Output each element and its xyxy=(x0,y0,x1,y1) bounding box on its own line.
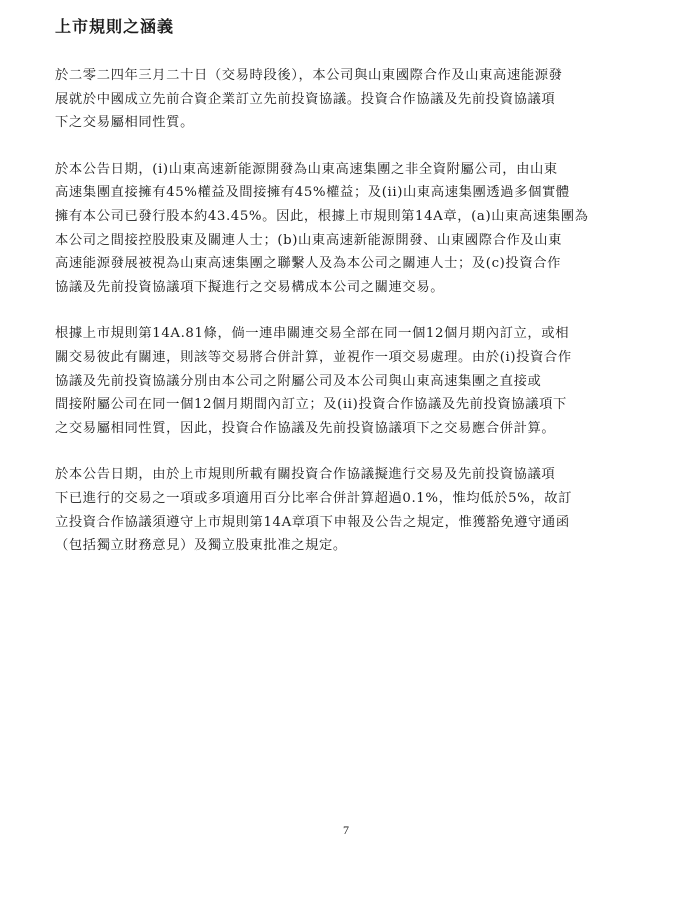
text-line: 於二零二四年三月二十日（交易時段後），本公司與山東國際合作及山東高速能源發 xyxy=(55,68,563,83)
text-line: 於本公告日期，由於上市規則所載有關投資合作協議擬進行交易及先前投資協議項 xyxy=(55,467,556,483)
text-line: 擁有本公司已發行股本約43.45%。因此，根據上市規則第14A章，(a)山東高速集團為 xyxy=(55,208,589,224)
text-line: 高速能源發展被視為山東高速集團之聯繫人及為本公司之關連人士；及(c)投資合作 xyxy=(55,256,562,272)
text-line: 關交易彼此有關連，則該等交易將合併計算，並視作一項交易處理。由於(i)投資合作 xyxy=(55,349,572,365)
text-line: 協議及先前投資協議分別由本公司之附屬公司及本公司與山東高速集團之直接或 xyxy=(55,373,542,389)
text-line: 本公司之間接控股股東及關連人士；(b)山東高速新能源開發、山東國際合作及山東 xyxy=(55,232,563,248)
page-number: 7 xyxy=(343,823,349,837)
text-line: 高速集團直接擁有45%權益及間接擁有45%權益；及(ii)山東高速集團透過多個實體 xyxy=(55,185,570,201)
text-line: 下已進行的交易之一項或多項適用百分比率合併計算超過0.1%，惟均低於5%，故訂 xyxy=(55,490,573,506)
text-line: 協議及先前投資協議項下擬進行之交易構成本公司之關連交易。 xyxy=(55,279,445,295)
body-text xyxy=(55,64,607,581)
text-line: 展就於中國成立先前合資企業訂立先前投資協議。投資合作協議及先前投資協議項 xyxy=(55,91,556,107)
text-line: 於本公告日期，(i)山東高速新能源開發為山東高速集團之非全資附屬公司，由山東 xyxy=(55,161,558,177)
text-line: 之交易屬相同性質，因此，投資合作協議及先前投資協議項下之交易應合併計算。 xyxy=(55,420,556,436)
section-heading: 上市規則之涵義 xyxy=(55,17,175,36)
text-line: 根據上市規則第14A.81條，倘一連串關連交易全部在同一個12個月期內訂立，或相 xyxy=(55,326,570,342)
paragraph-4 xyxy=(55,463,607,557)
text-line: （包括獨立財務意見）及獨立股東批准之規定。 xyxy=(55,538,347,554)
text-line: 下之交易屬相同性質。 xyxy=(55,115,194,131)
paragraph-2 xyxy=(55,158,607,300)
paragraph-1 xyxy=(55,64,607,135)
text-line: 立投資合作協議須遵守上市規則第14A章項下申報及公告之規定，惟獲豁免遵守通函 xyxy=(55,514,570,530)
text-line: 間接附屬公司在同一個12個月期間內訂立；及(ii)投資合作協議及先前投資協議項下 xyxy=(55,397,567,413)
paragraph-3 xyxy=(55,322,607,440)
